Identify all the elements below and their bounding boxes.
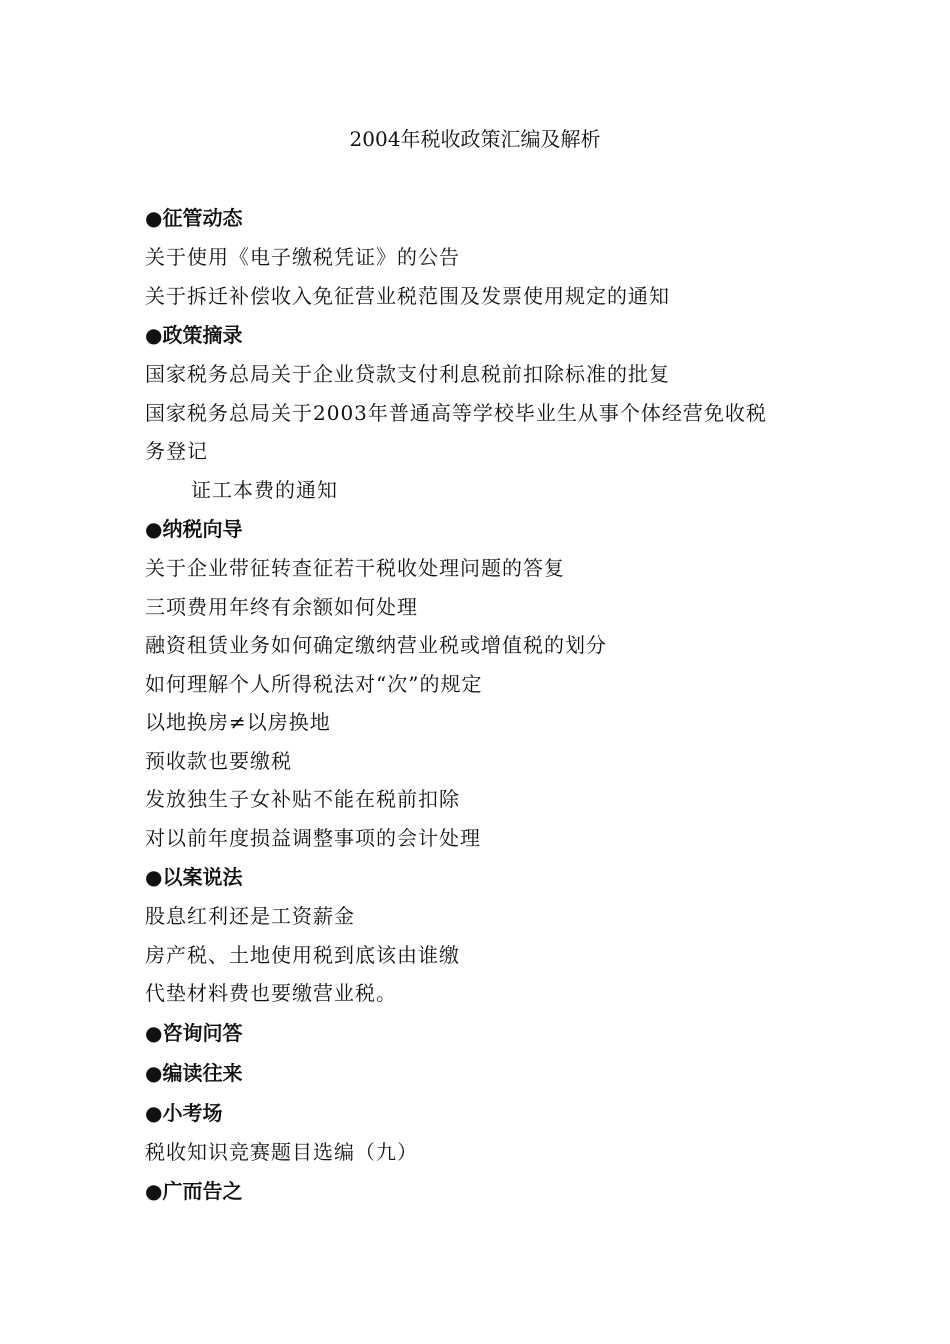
list-item: 务登记 — [145, 439, 208, 463]
section-heading: ●小考场 — [145, 1100, 223, 1125]
list-item: 对以前年度损益调整事项的会计处理 — [145, 825, 481, 850]
list-item: 三项费用年终有余额如何处理 — [145, 594, 418, 619]
list-item: 国家税务总局关于企业贷款支付利息税前扣除标准的批复 — [145, 362, 670, 386]
list-item: 房产税、土地使用税到底该由谁缴 — [145, 942, 460, 967]
list-item: 关于拆迁补偿收入免征营业税范围及发票使用规定的通知 — [145, 283, 670, 308]
list-item: 关于使用《电子缴税凭证》的公告 — [145, 245, 460, 269]
document-title: 2004年税收政策汇编及解析 — [349, 127, 601, 151]
document-body — [145, 198, 825, 1211]
list-item: 发放独生子女补贴不能在税前扣除 — [145, 787, 460, 811]
section-heading: ●广而告之 — [145, 1179, 243, 1203]
list-item: 预收款也要缴税 — [145, 748, 292, 773]
list-item: 关于企业带征转查征若干税收处理问题的答复 — [145, 556, 565, 580]
section-heading: ●政策摘录 — [145, 323, 243, 347]
list-item: 证工本费的通知 — [191, 477, 338, 502]
list-item: 税收知识竞赛题目选编（九） — [145, 1139, 418, 1164]
section-heading: ●咨询问答 — [145, 1020, 243, 1045]
list-item: 如何理解个人所得税法对“次”的规定 — [145, 671, 483, 696]
section-heading: ●纳税向导 — [145, 517, 243, 541]
list-item: 国家税务总局关于2003年普通高等学校毕业生从事个体经营免收税 — [145, 400, 767, 425]
section-heading: ●征管动态 — [145, 206, 243, 230]
list-item: 以地换房≠以房换地 — [145, 710, 331, 734]
list-item: 代垫材料费也要缴营业税。 — [145, 981, 397, 1005]
section-heading: ●以案说法 — [145, 865, 243, 889]
list-item: 融资租赁业务如何确定缴纳营业税或增值税的划分 — [145, 633, 607, 657]
section-heading: ●编读往来 — [145, 1060, 243, 1085]
list-item: 股息红利还是工资薪金 — [145, 904, 355, 928]
